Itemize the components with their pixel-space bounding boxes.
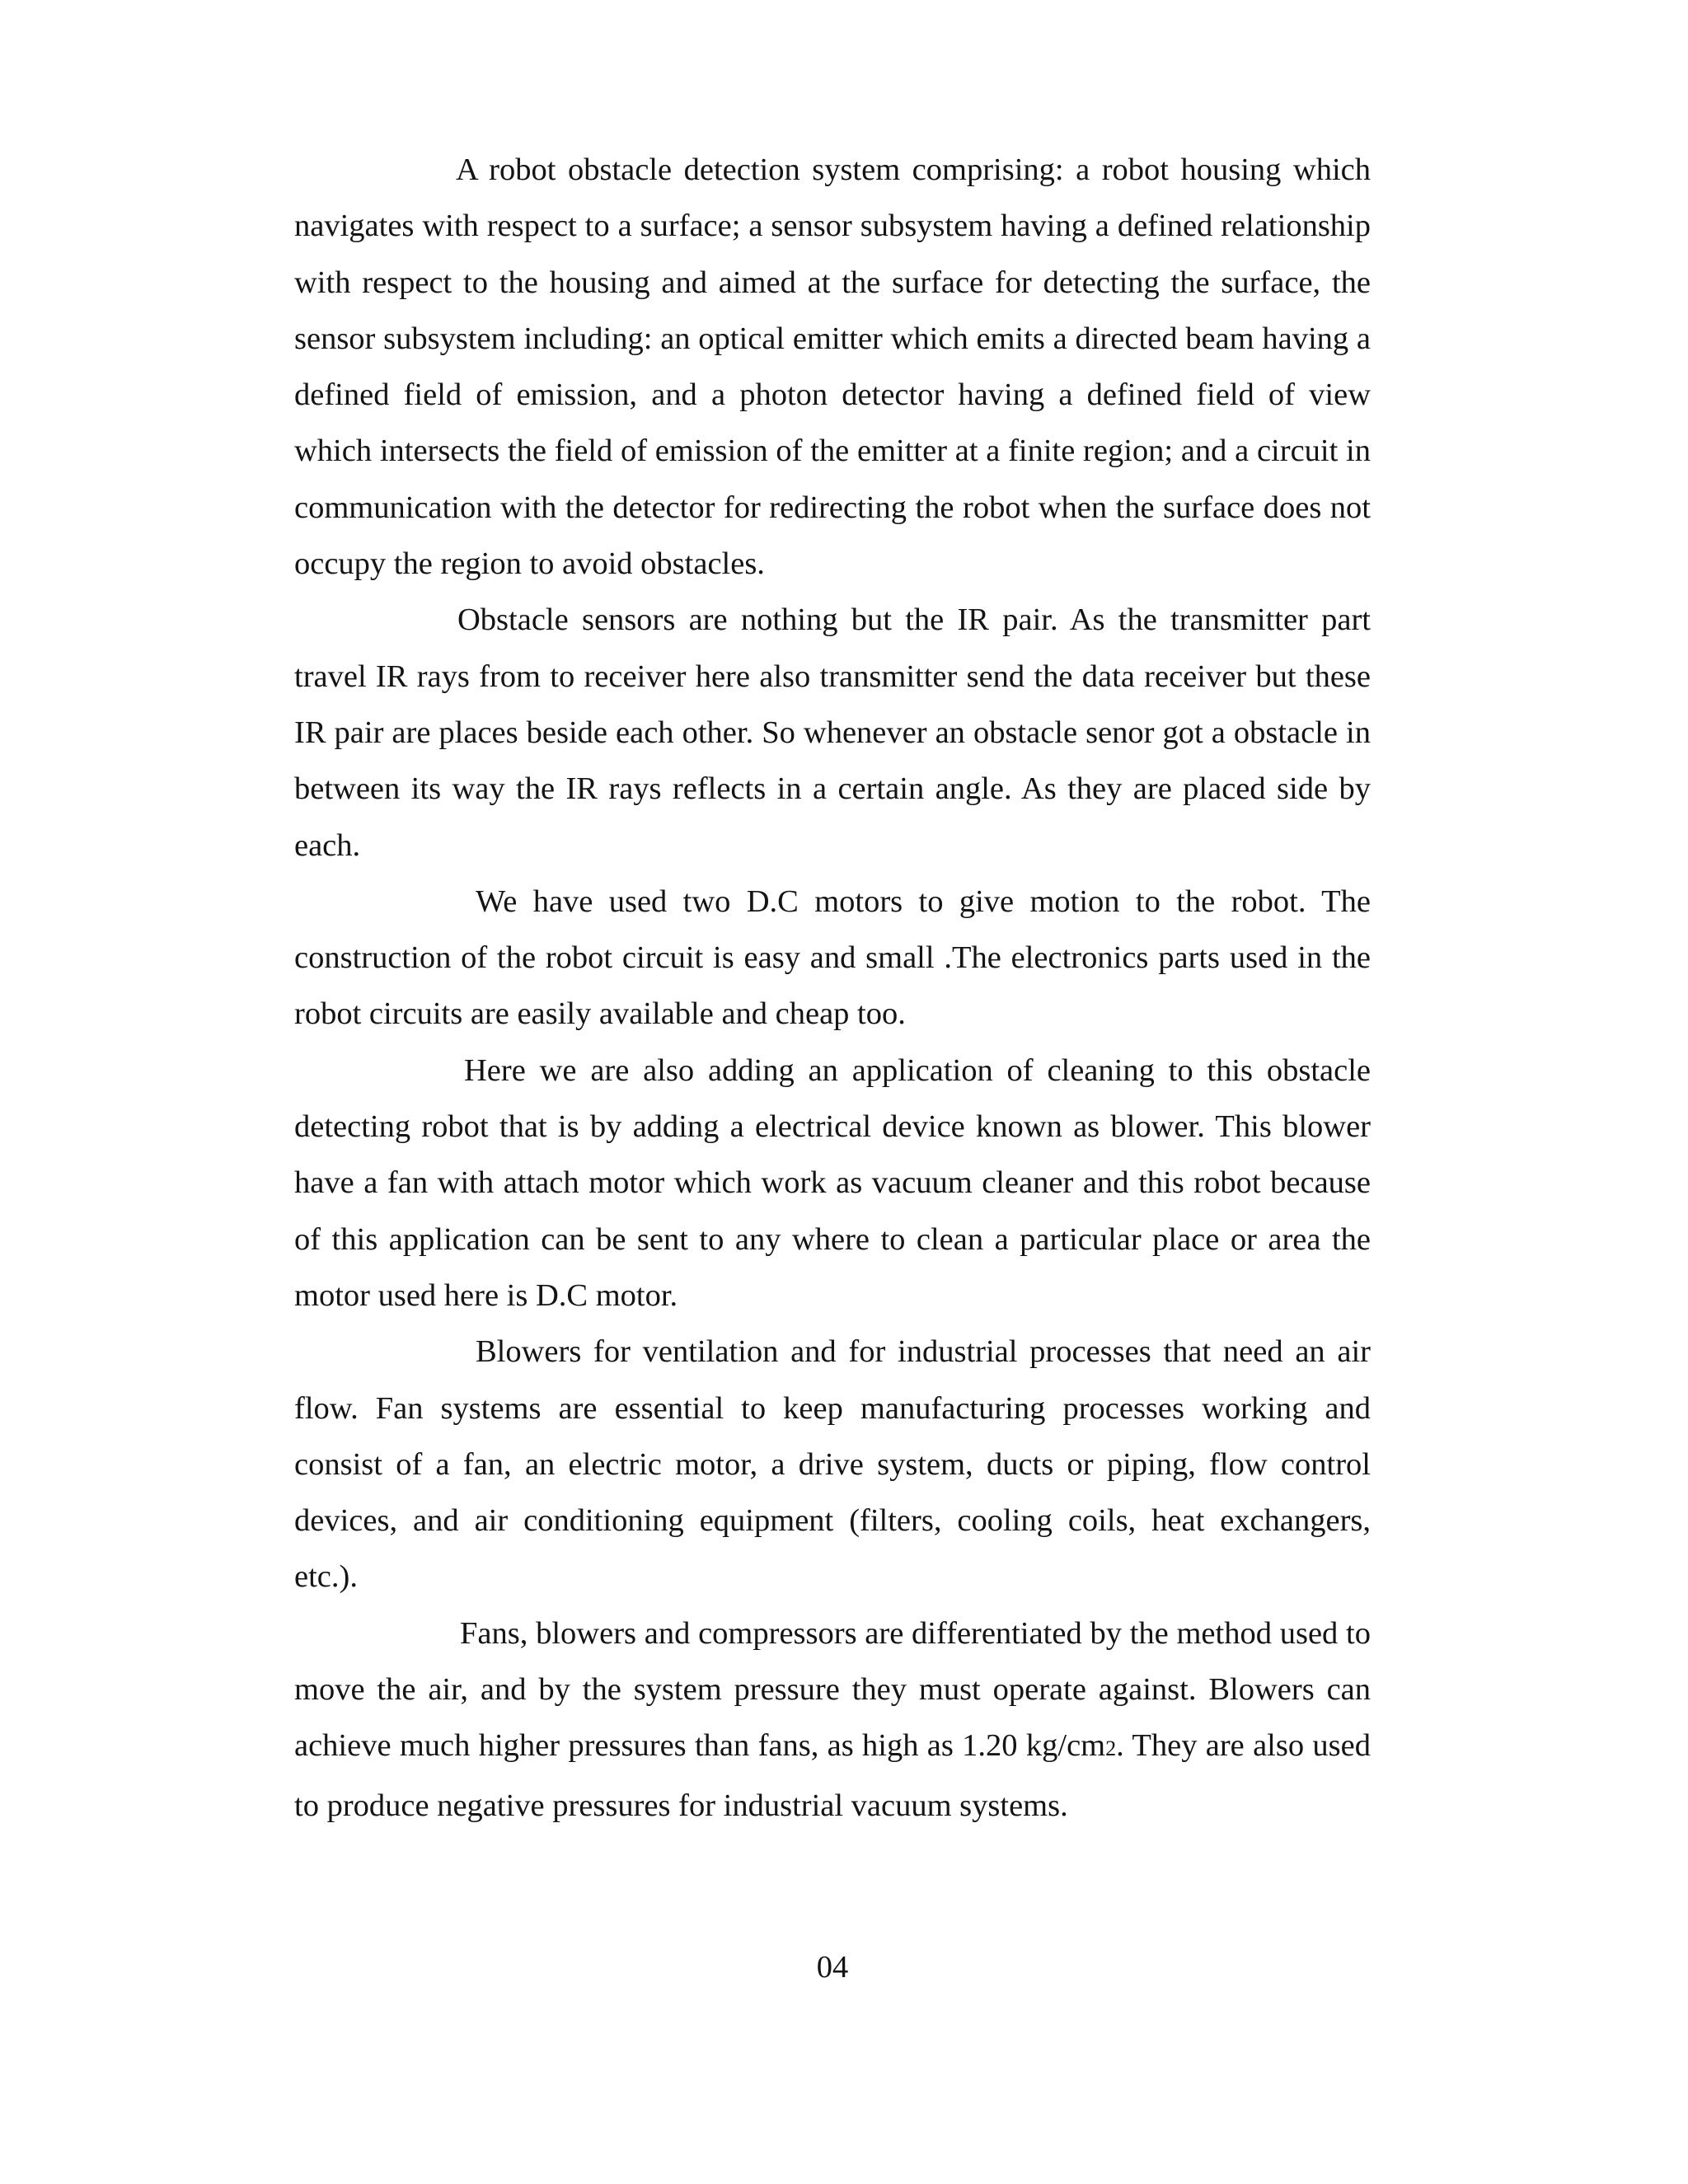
unit-exponent: 2 [1105,1736,1117,1761]
paragraph-text-before-unit: Fans, blowers and compressors are differentiated by the method used to move the air, and by the system pressure they must operate against. Blowers can achieve much higher pressures than fans, as high as 1.20 kg/cm [294,1615,1371,1764]
paragraph-obstacle-detection-system: A robot obstacle detection system comprising: a robot housing which navigates with respect to a surface; a sensor subsystem having a defined relationship with respect to the housing and aimed at the surface for detecting the surface, the sensor subsystem including: an optical emitter which emits a directed beam having a defined field of emission, and a photon detector having a defined field of view which intersects the field of emission of the emitter at a finite region; and a circuit in communication with the detector for redirecting the robot when the surface does not occupy the region to avoid obstacles. [294,152,1371,582]
page-body [294,142,1371,1834]
paragraph-cleaning-application: Here we are also adding an application of cleaning to this obstacle detecting robot that is by adding a electrical device known as blower. This blower have a fan with attach motor which work as vacuum cleaner and this robot because of this application can be sent to any where to clean a particular place or area the motor used here is D.C motor. [294,1052,1371,1313]
page-number: 04 [816,1950,849,1985]
paragraph-text-after-unit: . They are also used to produce negative pressures for industrial vacuum systems. [294,1728,1371,1823]
paragraph-dc-motors: We have used two D.C motors to give motion to the robot. The construction of the robot circuit is easy and small .The electronics parts used in the robot circuits are easily available and cheap too. [294,883,1371,1032]
paragraph-fans-blowers-compressors [294,1605,1371,1834]
paragraph-blowers-ventilation: Blowers for ventilation and for industrial processes that need an air flow. Fan systems are essential to keep manufacturing processes working and consist of a fan, an electric motor, a drive system, ducts or piping, flow control devices, and air conditioning equipment (filters, cooling coils, heat exchangers, etc.). [294,1334,1371,1595]
paragraph-obstacle-sensors: Obstacle sensors are nothing but the IR pair. As the transmitter part travel IR rays from to receiver here also transmitter send the data receiver but these IR pair are places beside each other. So whenever an obstacle senor got a obstacle in between its way the IR rays reflects in a certain angle. As they are placed side by each. [294,602,1371,863]
